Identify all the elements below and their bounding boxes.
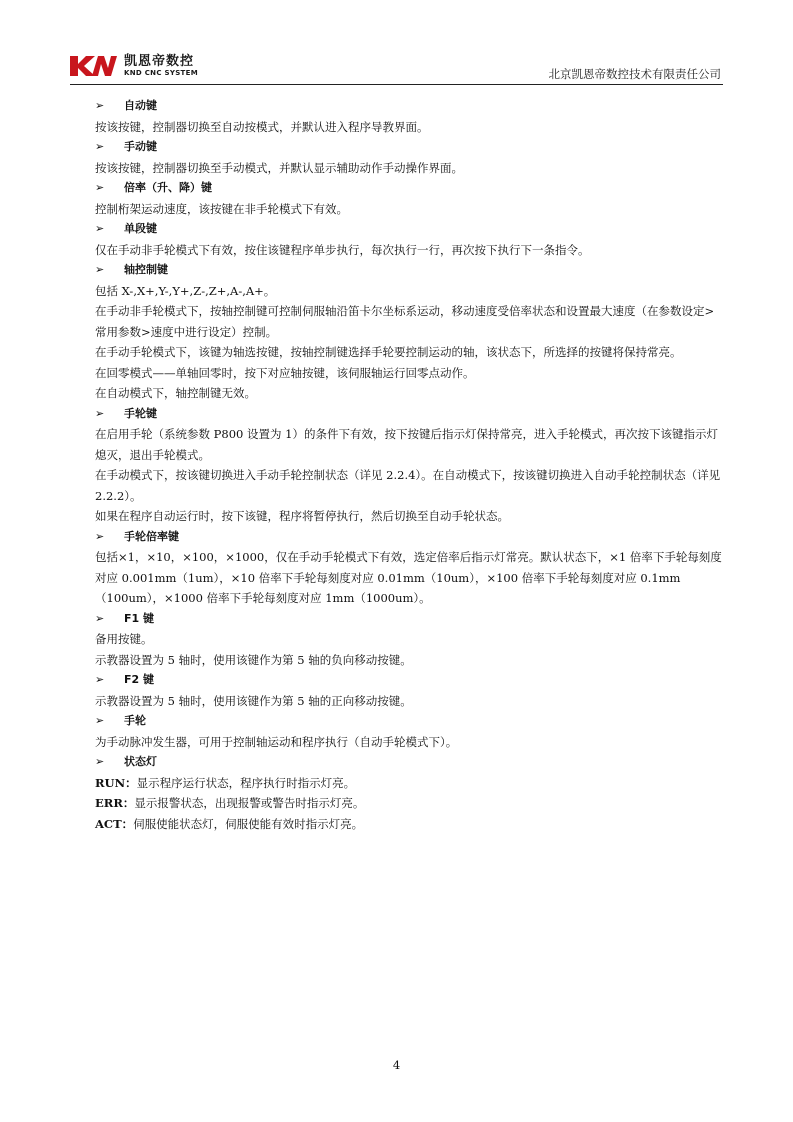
section-paragraph: 在回零模式——单轴回零时，按下对应轴按键，该伺服轴运行回零点动作。 bbox=[95, 365, 475, 380]
section-heading bbox=[95, 178, 723, 199]
section-paragraph: 如果在程序自动运行时，按下该键，程序将暂停执行，然后切换至自动手轮状态。 bbox=[95, 509, 509, 523]
section-heading bbox=[95, 670, 723, 691]
bullet-arrow-icon: ➢ bbox=[95, 673, 105, 686]
bullet-arrow-icon: ➢ bbox=[95, 755, 105, 768]
page-header bbox=[70, 50, 723, 85]
status-light-description: 显示程序运行状态，程序执行时指示灯亮。 bbox=[136, 775, 356, 790]
section-title: F1 键 bbox=[124, 611, 154, 625]
section-heading bbox=[95, 404, 723, 425]
section-paragraph: 示教器设置为 5 轴时，使用该键作为第 5 轴的负向移动按键。 bbox=[95, 652, 412, 667]
section-paragraph: 按该按键，控制器切换至自动按模式，并默认进入程序导教界面。 bbox=[95, 119, 429, 134]
section-heading bbox=[95, 711, 723, 732]
status-light-description: 显示报警状态，出现报警或警告时指示灯亮。 bbox=[134, 796, 365, 810]
bullet-arrow-icon: ➢ bbox=[95, 406, 105, 420]
section-heading bbox=[95, 96, 723, 117]
knd-logo-mark-icon bbox=[70, 54, 120, 78]
section-paragraph: 包括 X-,X+,Y-,Y+,Z-,Z+,A-,A+。 bbox=[95, 283, 276, 298]
page-number: 4 bbox=[392, 1058, 401, 1072]
bullet-arrow-icon: ➢ bbox=[95, 611, 105, 625]
section-paragraph: 为手动脉冲发生器，可用于控制轴运动和程序执行（自动手轮模式下）。 bbox=[95, 734, 458, 749]
logo-chinese-name: 凯恩帝数控 bbox=[124, 54, 195, 69]
section-paragraph: 在启用手轮（系统参数 P800 设置为 1）的条件下有效，按下按键后指示灯保持常亮，进入手轮模式，再次按下该键指示灯熄灭，退出手轮模式。 bbox=[95, 427, 718, 462]
status-light-label: ERR： bbox=[95, 796, 135, 810]
section-paragraph: 在手动模式下，按该键切换进入手动手轮控制状态（详见 2.2.4）。在自动模式下，按该键切换进入自动手轮控制状态（详见 2.2.2）。 bbox=[95, 468, 721, 503]
bullet-arrow-icon: ➢ bbox=[95, 99, 105, 112]
company-name: 北京凯恩帝数控技术有限责任公司 bbox=[548, 67, 721, 81]
section-paragraph: 按该按键，控制器切换至手动模式，并默认显示辅助动作手动操作界面。 bbox=[95, 160, 463, 175]
section-title: 单段键 bbox=[124, 222, 157, 235]
section-title: 自动键 bbox=[124, 99, 157, 112]
section-heading bbox=[95, 752, 723, 773]
knd-logo bbox=[70, 54, 198, 82]
bullet-arrow-icon: ➢ bbox=[95, 140, 105, 153]
status-light-item bbox=[95, 773, 723, 794]
section-heading bbox=[95, 609, 723, 630]
section-paragraph: 控制桁架运动速度，该按键在非手轮模式下有效。 bbox=[95, 201, 348, 216]
section-title: 手轮 bbox=[124, 714, 146, 727]
section-paragraph: 示教器设置为 5 轴时，使用该键作为第 5 轴的正向移动按键。 bbox=[95, 693, 412, 708]
status-light-label: RUN： bbox=[95, 775, 137, 790]
status-light-item bbox=[95, 814, 723, 835]
bullet-arrow-icon: ➢ bbox=[95, 529, 105, 543]
section-heading bbox=[95, 260, 723, 281]
section-paragraph: 包括×1，×10，×100，×1000，仅在手动手轮模式下有效，选定倍率后指示灯常亮。默认状态下，×1 倍率下手轮每刻度对应 0.001mm（1um），×10 倍率下手轮每刻度对应 0.01mm（10um），×100 倍率下手轮每刻度对应 0.1mm（100um），×1000 倍率下手轮每刻度对应 1mm（1000um）。 bbox=[95, 550, 722, 605]
section-title: 手轮倍率键 bbox=[124, 529, 179, 543]
status-light-item bbox=[95, 793, 723, 814]
logo-english-name: KND CNC SYSTEM bbox=[124, 69, 198, 77]
bullet-arrow-icon: ➢ bbox=[95, 222, 105, 235]
document-body bbox=[95, 96, 723, 834]
section-title: 倍率（升、降）键 bbox=[124, 181, 212, 194]
section-heading bbox=[95, 219, 723, 240]
section-paragraph: 在自动模式下，轴控制键无效。 bbox=[95, 386, 256, 400]
section-paragraph: 在手动手轮模式下，该键为轴选按键，按轴控制键选择手轮要控制运动的轴，该状态下，所选择的按键将保持常亮。 bbox=[95, 345, 682, 359]
section-heading bbox=[95, 137, 723, 158]
section-title: 手轮键 bbox=[124, 406, 157, 420]
section-paragraph: 备用按键。 bbox=[95, 632, 153, 646]
section-heading bbox=[95, 527, 723, 548]
status-light-description: 伺服使能状态灯，伺服使能有效时指示灯亮。 bbox=[133, 816, 364, 831]
section-paragraph: 仅在手动非手轮模式下有效，按住该键程序单步执行，每次执行一行，再次按下执行下一条指令。 bbox=[95, 242, 590, 257]
section-title: 手动键 bbox=[124, 140, 157, 153]
section-paragraph: 在手动非手轮模式下，按轴控制键可控制伺服轴沿笛卡尔坐标系运动，移动速度受倍率状态和设置最大速度（在参数设定>常用参数>速度中进行设定）控制。 bbox=[95, 304, 715, 339]
section-title: F2 键 bbox=[124, 673, 154, 686]
section-title: 状态灯 bbox=[124, 755, 157, 768]
bullet-arrow-icon: ➢ bbox=[95, 714, 105, 727]
bullet-arrow-icon: ➢ bbox=[95, 263, 105, 276]
status-light-label: ACT： bbox=[95, 816, 134, 831]
section-title: 轴控制键 bbox=[124, 263, 168, 276]
bullet-arrow-icon: ➢ bbox=[95, 181, 105, 194]
